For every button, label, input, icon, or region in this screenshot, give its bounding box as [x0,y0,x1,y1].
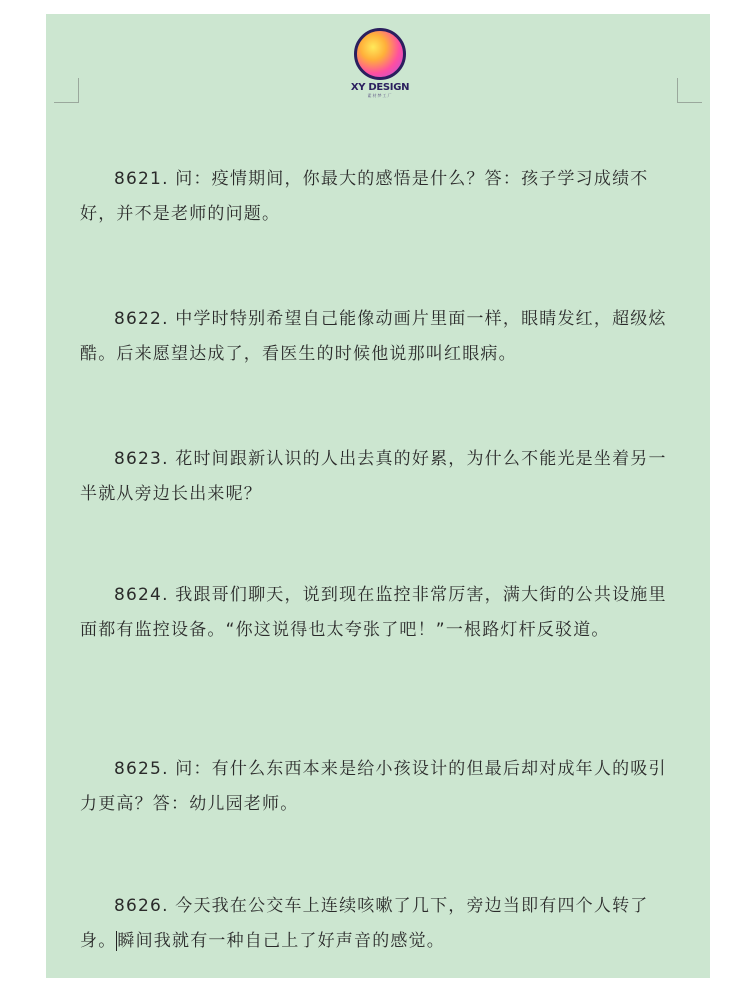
entry-8622[interactable]: 8622. 中学时特别希望自己能像动画片里面一样，眼睛发红，超级炫酷。后来愿望达成了，看医生的时候他说那叫红眼病。 [80,309,667,364]
entry-8626-part-1: 8626. 今天我在公交车上连续咳嗽了几下，旁边当即有四个人转了身。 [80,896,649,951]
left-margin-corner-mark [54,78,79,103]
entry-8626[interactable] [80,889,680,959]
entry-8625[interactable]: 8625. 问：有什么东西本来是给小孩设计的但最后却对成年人的吸引力更高？答：幼儿园老师。 [80,759,667,814]
xy-design-logo [348,28,412,128]
logo-subtext: 素材梦工厂 [367,93,393,98]
entry-8624[interactable]: 8624. 我跟哥们聊天，说到现在监控非常厉害，满大街的公共设施里面都有监控设备。“你这说得也太夸张了吧！”一根路灯杆反驳道。 [80,585,667,640]
document-page [46,14,710,978]
entry-8621[interactable]: 8621. 问：疫情期间，你最大的感悟是什么？答：孩子学习成绩不好，并不是老师的问题。 [80,169,649,224]
logo-circle-icon [354,28,406,80]
logo-text: XY DESIGN [350,82,410,93]
entry-8626-part-2: 瞬间我就有一种自己上了好声音的感觉。 [117,931,446,951]
right-margin-corner-mark [677,78,702,103]
entry-8623[interactable]: 8623. 花时间跟新认识的人出去真的好累，为什么不能光是坐着另一半就从旁边长出来呢？ [80,449,667,504]
